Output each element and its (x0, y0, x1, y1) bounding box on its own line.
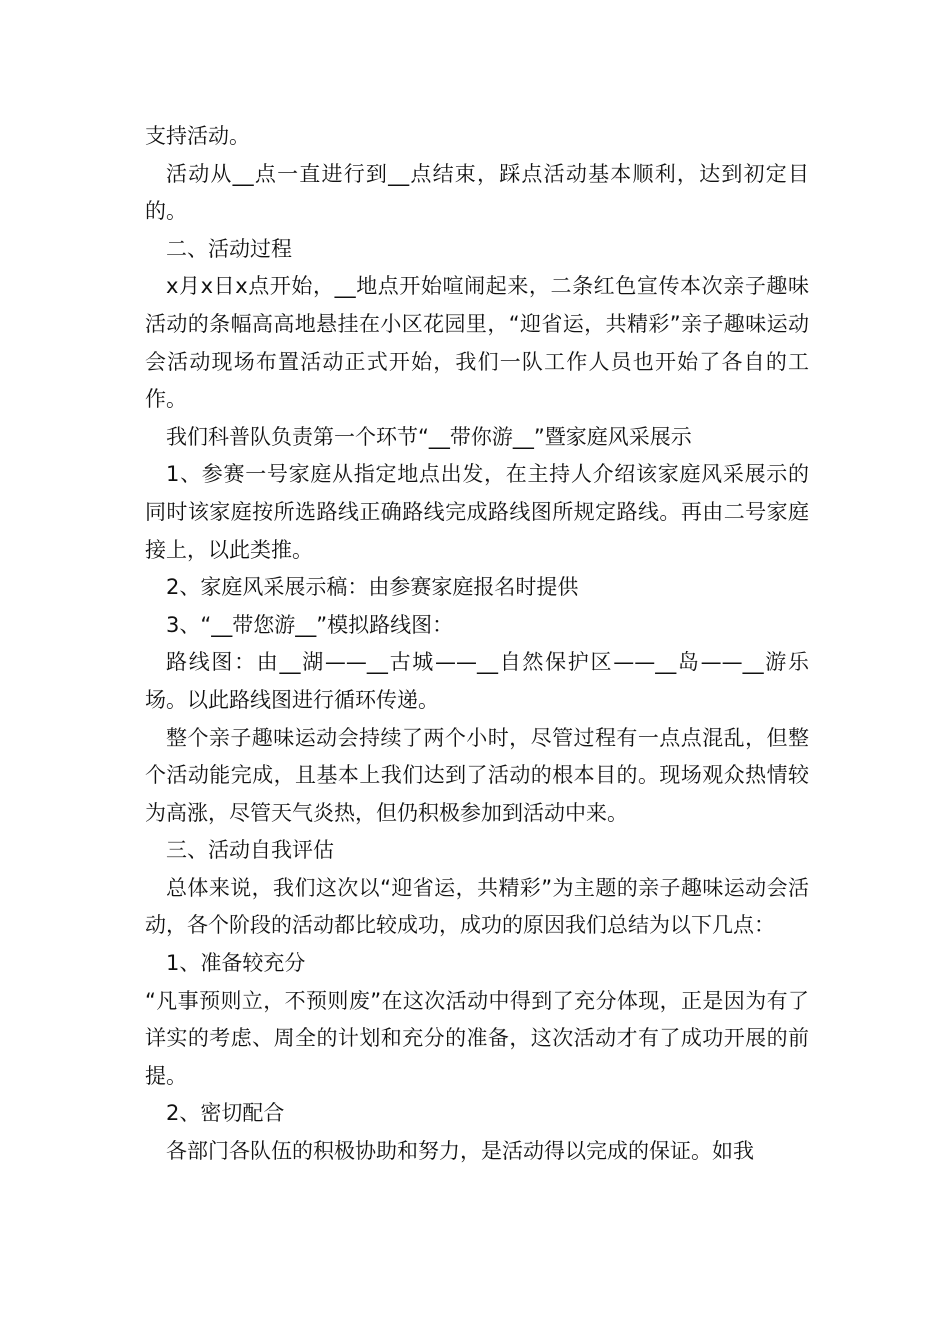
paragraph-2: 活动从__点一直进行到__点结束，踩点活动基本顺利，达到初定目的。 (145, 161, 809, 224)
list-item-2: 2、家庭风采展示稿：由参赛家庭报名时提供 (166, 575, 579, 600)
paragraph-14: “凡事预则立，不预则废”在这次活动中得到了充分体现，正是因为有了详实的考虑、周全的计划和充分的准备，这次活动才有了成功开展的前提。 (145, 988, 809, 1088)
section-heading-self-evaluation: 三、活动自我评估 (166, 838, 334, 863)
sub-heading-preparation: 1、准备较充分 (166, 951, 306, 976)
paragraph-12: 总体来说，我们这次以“迎省运，共精彩”为主题的亲子趣味运动会活动，各个阶段的活动都比较成功，成功的原因我们总结为以下几点： (145, 875, 809, 938)
list-item-3: 3、“__带您游__”模拟路线图： (166, 612, 454, 637)
paragraph-16: 各部门各队伍的积极协助和努力，是活动得以完成的保证。如我 (166, 1139, 754, 1164)
list-item-1: 1、参赛一号家庭从指定地点出发，在主持人介绍该家庭风采展示的同时该家庭按所选路线正确路线完成路线图所规定路线。再由二号家庭接上，以此类推。 (145, 462, 809, 562)
route-paragraph: 路线图：由__湖——__古城——__自然保护区——__岛——__游乐场。以此路线图进行循环传递。 (145, 650, 809, 712)
section-heading-activity-process: 二、活动过程 (166, 236, 292, 261)
document-page (145, 118, 809, 1171)
paragraph-10: 整个亲子趣味运动会持续了两个小时，尽管过程有一点点混乱，但整个活动能完成，且基本上我们达到了活动的根本目的。现场观众热情较为高涨，尽管天气炎热，但仍积极参加到活动中来。 (145, 725, 809, 825)
paragraph-4: x月x日x点开始，__地点开始喧闹起来，二条红色宣传本次亲子趣味活动的条幅高高地悬挂在小区花园里，“迎省运，共精彩”亲子趣味运动会活动现场布置活动正式开始，我们一队工作人员也开始了各自的工作。 (145, 274, 809, 412)
paragraph-1: 支持活动。 (145, 124, 250, 148)
paragraph-5: 我们科普队负责第一个环节“__带你游__”暨家庭风采展示 (166, 424, 692, 449)
sub-heading-cooperation: 2、密切配合 (166, 1101, 285, 1126)
